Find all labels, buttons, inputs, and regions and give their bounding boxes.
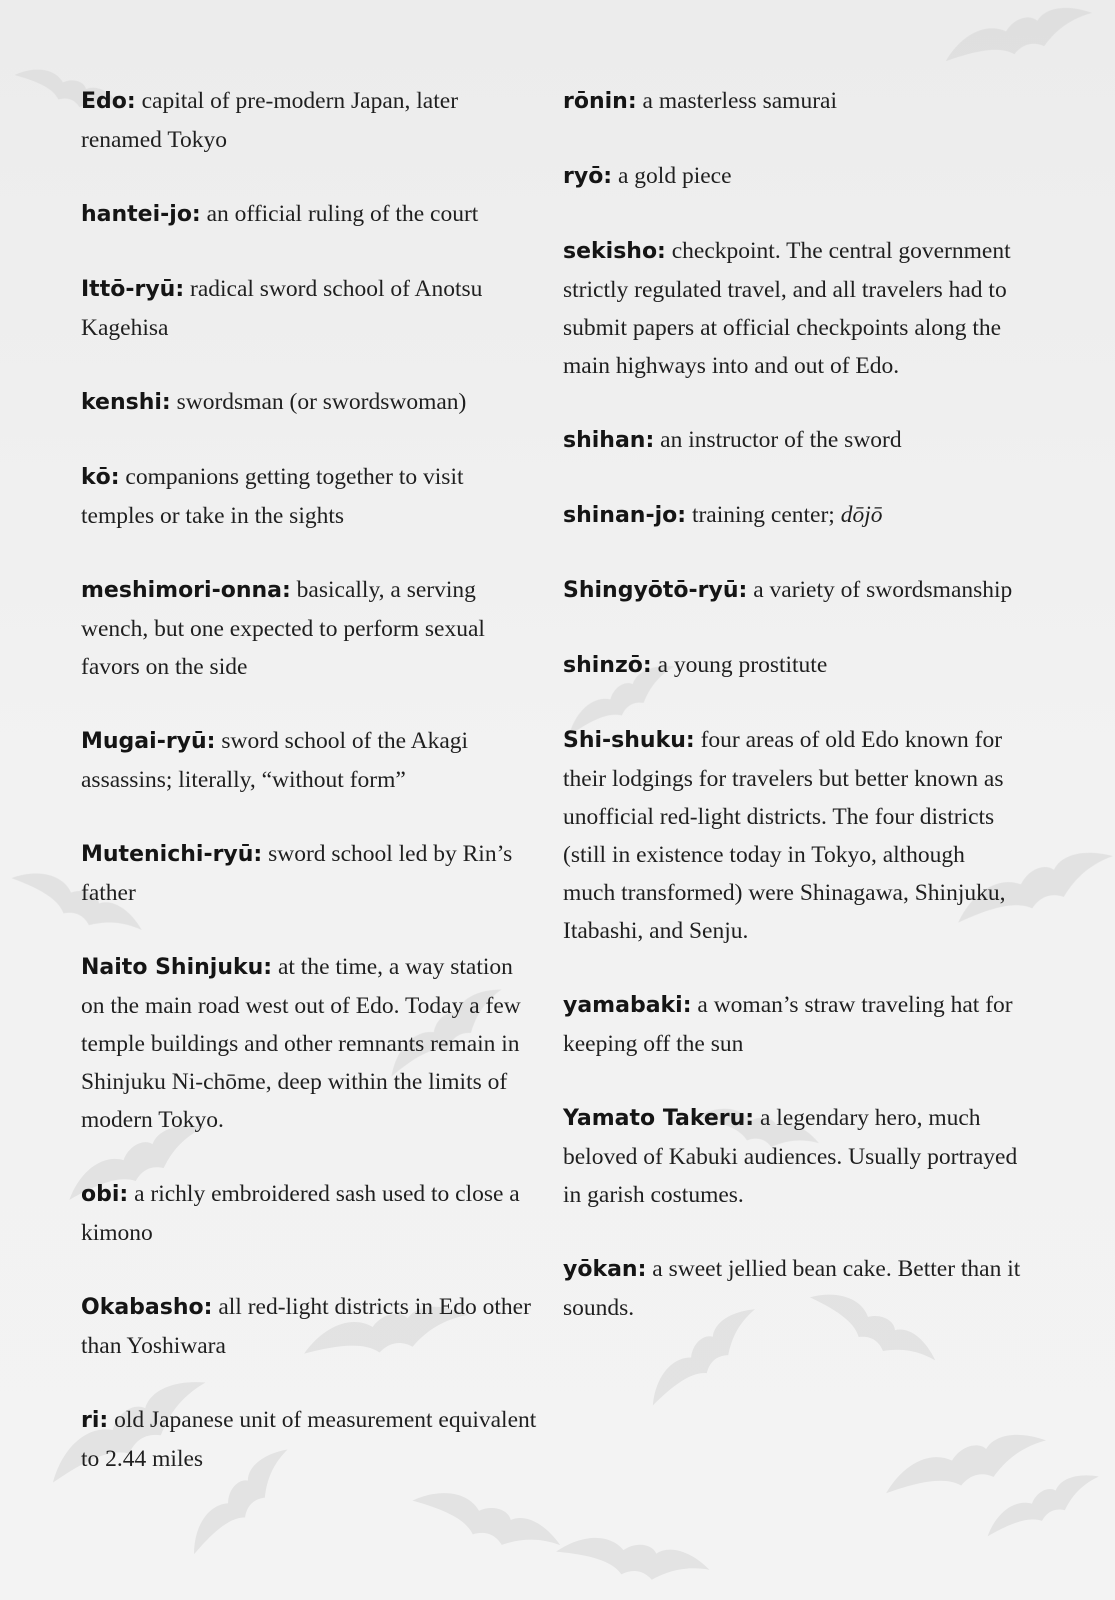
glossary-definition: a gold piece — [617, 163, 732, 189]
glossary-definition: sword school of the Akagi assassins; literally, “without form” — [81, 728, 469, 793]
glossary-definition: capital of pre-modern Japan, later renamed Tokyo — [81, 88, 459, 153]
glossary-entry — [81, 571, 541, 686]
glossary-entry — [81, 270, 541, 347]
glossary-term: Mutenichi-ryū: — [81, 842, 263, 867]
glossary-definition-italic: dōjō — [840, 502, 883, 528]
glossary-entry — [563, 986, 1023, 1063]
glossary-definition: an official ruling of the court — [206, 201, 479, 227]
glossary-definition: a legendary hero, much beloved of Kabuki audiences. Usually portrayed in garish costumes. — [563, 1105, 1018, 1208]
glossary-definition: radical sword school of Anotsu Kagehisa — [81, 276, 483, 341]
glossary-definition: training center; — [691, 502, 835, 528]
glossary-entry — [563, 1250, 1023, 1327]
glossary-entry — [81, 835, 541, 912]
glossary-term: hantei-jo: — [81, 202, 201, 227]
glossary-term: yamabaki: — [563, 993, 692, 1018]
glossary-term: Naito Shinjuku: — [81, 955, 273, 980]
glossary-entry — [563, 646, 1023, 685]
glossary-term: meshimori-onna: — [81, 578, 291, 603]
glossary-entry — [563, 496, 1023, 535]
glossary-term: obi: — [81, 1182, 129, 1207]
glossary-definition: a woman’s straw traveling hat for keeping off the sun — [563, 992, 1013, 1057]
glossary-entry — [563, 82, 1023, 121]
glossary-definition: a variety of swordsmanship — [753, 577, 1013, 603]
glossary-entry — [81, 383, 541, 422]
glossary-entry — [81, 1288, 541, 1365]
glossary-term: Shingyōtō-ryū: — [563, 578, 748, 603]
glossary-entry — [81, 722, 541, 799]
glossary-left-column — [81, 82, 541, 1514]
glossary-entry — [81, 1401, 541, 1478]
glossary-definition: checkpoint. The central government strictly regulated travel, and all travelers had to submit papers at official checkpoints along the main highways into and out of Edo. — [563, 238, 1011, 379]
glossary-definition: a sweet jellied bean cake. Better than it sounds. — [563, 1256, 1021, 1321]
glossary-term: rōnin: — [563, 89, 637, 114]
glossary-term: shinzō: — [563, 653, 652, 678]
glossary-entry — [563, 421, 1023, 460]
glossary-definition: swordsman (or swordswoman) — [176, 389, 467, 415]
glossary-term: kō: — [81, 465, 120, 490]
glossary-entry — [81, 195, 541, 234]
glossary-term: shihan: — [563, 428, 655, 453]
glossary-term: Shi-shuku: — [563, 728, 695, 753]
glossary-definition: old Japanese unit of measurement equivalent to 2.44 miles — [81, 1407, 537, 1472]
glossary-entry — [563, 232, 1023, 385]
glossary-right-column — [563, 82, 1023, 1363]
glossary-definition: basically, a serving wench, but one expected to perform sexual favors on the side — [81, 577, 485, 680]
glossary-term: ryō: — [563, 164, 613, 189]
glossary-definition: all red-light districts in Edo other than Yoshiwara — [81, 1294, 531, 1359]
glossary-term: ri: — [81, 1408, 109, 1433]
glossary-entry — [81, 948, 541, 1139]
glossary-definition: companions getting together to visit temples or take in the sights — [81, 464, 464, 529]
glossary-definition: at the time, a way station on the main road west out of Edo. Today a few temple buildings and other remnants remain in Shinjuku Ni-chōme, deep within the limits of modern Tokyo. — [81, 954, 521, 1133]
glossary-entry — [81, 458, 541, 535]
glossary-term: yōkan: — [563, 1257, 647, 1282]
glossary-entry — [81, 1175, 541, 1252]
glossary-term: shinan-jo: — [563, 503, 687, 528]
glossary-definition: a young prostitute — [657, 652, 828, 678]
glossary-term: Mugai-ryū: — [81, 729, 216, 754]
glossary-term: sekisho: — [563, 239, 666, 264]
glossary-entry — [81, 82, 541, 159]
glossary-definition: a richly embroidered sash used to close a kimono — [81, 1181, 520, 1246]
glossary-definition: four areas of old Edo known for their lodgings for travelers but better known as unofficial red-light districts. The four districts (still in existence today in Tokyo, although much transformed) were Shinagawa, Shinjuku, Itabashi, and Senju. — [563, 727, 1006, 944]
glossary-term: Ittō-ryū: — [81, 277, 185, 302]
glossary-entry — [563, 721, 1023, 950]
glossary-term: Yamato Takeru: — [563, 1106, 755, 1131]
glossary-entry — [563, 571, 1023, 610]
glossary-entry — [563, 157, 1023, 196]
glossary-definition: sword school led by Rin’s father — [81, 841, 513, 906]
glossary-definition: a masterless samurai — [642, 88, 837, 114]
glossary-term: kenshi: — [81, 390, 171, 415]
glossary-entry — [563, 1099, 1023, 1214]
glossary-definition: an instructor of the sword — [660, 427, 902, 453]
glossary-term: Okabasho: — [81, 1295, 213, 1320]
glossary-term: Edo: — [81, 89, 136, 114]
